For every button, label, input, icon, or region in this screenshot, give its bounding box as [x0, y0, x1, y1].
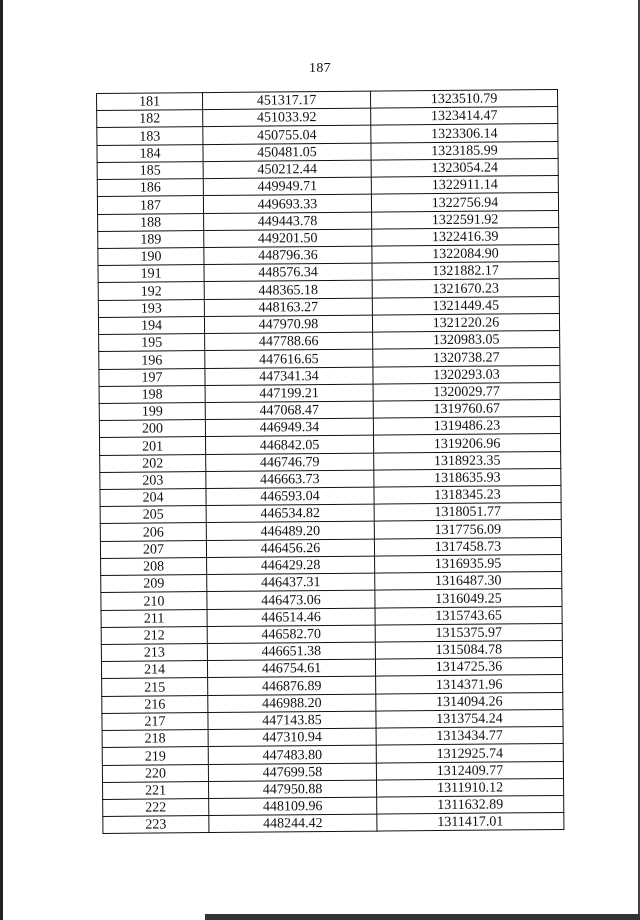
- point-number-cell: 204: [100, 489, 206, 507]
- y-coordinate-cell: 1322911.14: [371, 176, 558, 195]
- point-number-cell: 197: [99, 368, 205, 386]
- x-coordinate-cell: 448796.36: [204, 246, 372, 265]
- point-number-cell: 216: [102, 695, 208, 713]
- x-coordinate-cell: 448244.42: [209, 814, 377, 833]
- point-number-cell: 192: [98, 282, 204, 300]
- x-coordinate-cell: 450212.44: [203, 160, 371, 179]
- point-number-cell: 194: [98, 316, 204, 334]
- point-number-cell: 200: [99, 420, 205, 438]
- point-number-cell: 187: [97, 196, 203, 214]
- x-coordinate-cell: 449693.33: [203, 194, 371, 213]
- point-number-cell: 203: [100, 471, 206, 489]
- point-number-cell: 202: [100, 454, 206, 472]
- x-coordinate-cell: 446746.79: [206, 453, 374, 472]
- x-coordinate-cell: 450755.04: [203, 126, 371, 145]
- y-coordinate-cell: 1314094.26: [376, 692, 563, 711]
- y-coordinate-cell: 1321882.17: [372, 262, 559, 281]
- x-coordinate-cell: 451033.92: [203, 108, 371, 127]
- x-coordinate-cell: 447699.58: [208, 763, 376, 782]
- point-number-cell: 210: [101, 592, 207, 610]
- point-number-cell: 184: [97, 144, 203, 162]
- x-coordinate-cell: 446949.34: [205, 418, 373, 437]
- x-coordinate-cell: 446988.20: [208, 694, 376, 713]
- point-number-cell: 198: [99, 385, 205, 403]
- y-coordinate-cell: 1319486.23: [373, 417, 560, 436]
- y-coordinate-cell: 1320738.27: [373, 348, 560, 367]
- y-coordinate-cell: 1315375.97: [375, 623, 562, 642]
- x-coordinate-cell: 447788.66: [205, 332, 373, 351]
- y-coordinate-cell: 1322756.94: [371, 193, 558, 212]
- x-coordinate-cell: 447310.94: [208, 728, 376, 747]
- x-coordinate-cell: 446534.82: [206, 504, 374, 523]
- point-number-cell: 182: [97, 110, 203, 128]
- x-coordinate-cell: 450481.05: [203, 143, 371, 162]
- point-number-cell: 207: [100, 540, 206, 558]
- x-coordinate-cell: 448365.18: [204, 281, 372, 300]
- coordinates-table: [96, 89, 564, 834]
- point-number-cell: 208: [101, 557, 207, 575]
- x-coordinate-cell: 446663.73: [206, 470, 374, 489]
- y-coordinate-cell: 1315743.65: [375, 606, 562, 625]
- point-number-cell: 212: [101, 626, 207, 644]
- x-coordinate-cell: 448576.34: [204, 263, 372, 282]
- point-number-cell: 214: [101, 661, 207, 679]
- y-coordinate-cell: 1317458.73: [374, 537, 561, 556]
- y-coordinate-cell: 1322591.92: [372, 210, 559, 229]
- y-coordinate-cell: 1318051.77: [374, 503, 561, 522]
- y-coordinate-cell: 1320293.03: [373, 365, 560, 384]
- x-coordinate-cell: 449201.50: [204, 229, 372, 248]
- point-number-cell: 217: [102, 712, 208, 730]
- x-coordinate-cell: 447950.88: [209, 780, 377, 799]
- y-coordinate-cell: 1312925.74: [376, 744, 563, 763]
- point-number-cell: 186: [97, 179, 203, 197]
- x-coordinate-cell: 447970.98: [204, 315, 372, 334]
- x-coordinate-cell: 446651.38: [207, 642, 375, 661]
- x-coordinate-cell: 446514.46: [207, 608, 375, 627]
- scan-left-edge: [0, 0, 3, 920]
- x-coordinate-cell: 446593.04: [206, 487, 374, 506]
- point-number-cell: 195: [99, 334, 205, 352]
- y-coordinate-cell: 1317756.09: [374, 520, 561, 539]
- point-number-cell: 188: [98, 213, 204, 231]
- point-number-cell: 190: [98, 248, 204, 266]
- point-number-cell: 209: [101, 575, 207, 593]
- y-coordinate-cell: 1319206.96: [373, 434, 560, 453]
- y-coordinate-cell: 1320983.05: [373, 331, 560, 350]
- y-coordinate-cell: 1314371.96: [376, 675, 563, 694]
- y-coordinate-cell: 1319760.67: [373, 399, 560, 418]
- y-coordinate-cell: 1311910.12: [377, 778, 564, 797]
- y-coordinate-cell: 1313754.24: [376, 709, 563, 728]
- point-number-cell: 205: [100, 506, 206, 524]
- x-coordinate-cell: 447199.21: [205, 384, 373, 403]
- y-coordinate-cell: 1316935.95: [375, 554, 562, 573]
- coordinates-table-body: [97, 89, 564, 833]
- y-coordinate-cell: 1316049.25: [375, 589, 562, 608]
- y-coordinate-cell: 1321220.26: [372, 313, 559, 332]
- y-coordinate-cell: 1311632.89: [377, 795, 564, 814]
- y-coordinate-cell: 1312409.77: [376, 761, 563, 780]
- x-coordinate-cell: 449443.78: [204, 212, 372, 231]
- x-coordinate-cell: 446582.70: [207, 625, 375, 644]
- x-coordinate-cell: 447483.80: [208, 745, 376, 764]
- point-number-cell: 181: [97, 93, 203, 111]
- point-number-cell: 222: [103, 799, 209, 817]
- y-coordinate-cell: 1322416.39: [372, 227, 559, 246]
- x-coordinate-cell: 447616.65: [205, 349, 373, 368]
- y-coordinate-cell: 1318345.23: [374, 485, 561, 504]
- point-number-cell: 215: [102, 678, 208, 696]
- x-coordinate-cell: 446437.31: [207, 573, 375, 592]
- page-number: 187: [309, 61, 331, 76]
- x-coordinate-cell: 448109.96: [209, 797, 377, 816]
- point-number-cell: 220: [102, 764, 208, 782]
- y-coordinate-cell: 1316487.30: [375, 572, 562, 591]
- point-number-cell: 196: [99, 351, 205, 369]
- point-number-cell: 218: [102, 730, 208, 748]
- point-number-cell: 219: [102, 747, 208, 765]
- point-number-cell: 189: [98, 230, 204, 248]
- x-coordinate-cell: 446489.20: [206, 522, 374, 541]
- x-coordinate-cell: 448163.27: [204, 298, 372, 317]
- scan-bottom-edge: [205, 914, 640, 920]
- x-coordinate-cell: 446456.26: [206, 539, 374, 558]
- x-coordinate-cell: 449949.71: [203, 177, 371, 196]
- x-coordinate-cell: 446754.61: [207, 659, 375, 678]
- y-coordinate-cell: 1311417.01: [377, 813, 564, 832]
- y-coordinate-cell: 1323306.14: [371, 124, 558, 143]
- y-coordinate-cell: 1323414.47: [371, 107, 558, 126]
- x-coordinate-cell: 447143.85: [208, 711, 376, 730]
- x-coordinate-cell: 446876.89: [208, 677, 376, 696]
- y-coordinate-cell: 1323510.79: [370, 89, 557, 108]
- y-coordinate-cell: 1323185.99: [371, 141, 558, 160]
- y-coordinate-cell: 1314725.36: [375, 658, 562, 677]
- point-number-cell: 185: [97, 161, 203, 179]
- point-number-cell: 199: [99, 402, 205, 420]
- y-coordinate-cell: 1318635.93: [374, 468, 561, 487]
- table-row: [103, 813, 564, 834]
- y-coordinate-cell: 1321670.23: [372, 279, 559, 298]
- point-number-cell: 223: [103, 816, 209, 834]
- x-coordinate-cell: 451317.17: [203, 91, 371, 110]
- point-number-cell: 213: [101, 644, 207, 662]
- y-coordinate-cell: 1320029.77: [373, 382, 560, 401]
- x-coordinate-cell: 446429.28: [207, 556, 375, 575]
- point-number-cell: 201: [100, 437, 206, 455]
- point-number-cell: 211: [101, 609, 207, 627]
- x-coordinate-cell: 447341.34: [205, 367, 373, 386]
- point-number-cell: 183: [97, 127, 203, 145]
- x-coordinate-cell: 447068.47: [205, 401, 373, 420]
- x-coordinate-cell: 446842.05: [206, 435, 374, 454]
- y-coordinate-cell: 1315084.78: [375, 640, 562, 659]
- y-coordinate-cell: 1318923.35: [374, 451, 561, 470]
- point-number-cell: 193: [98, 299, 204, 317]
- point-number-cell: 206: [100, 523, 206, 541]
- point-number-cell: 191: [98, 265, 204, 283]
- y-coordinate-cell: 1313434.77: [376, 727, 563, 746]
- point-number-cell: 221: [103, 781, 209, 799]
- x-coordinate-cell: 446473.06: [207, 590, 375, 609]
- y-coordinate-cell: 1322084.90: [372, 244, 559, 263]
- y-coordinate-cell: 1323054.24: [371, 158, 558, 177]
- y-coordinate-cell: 1321449.45: [372, 296, 559, 315]
